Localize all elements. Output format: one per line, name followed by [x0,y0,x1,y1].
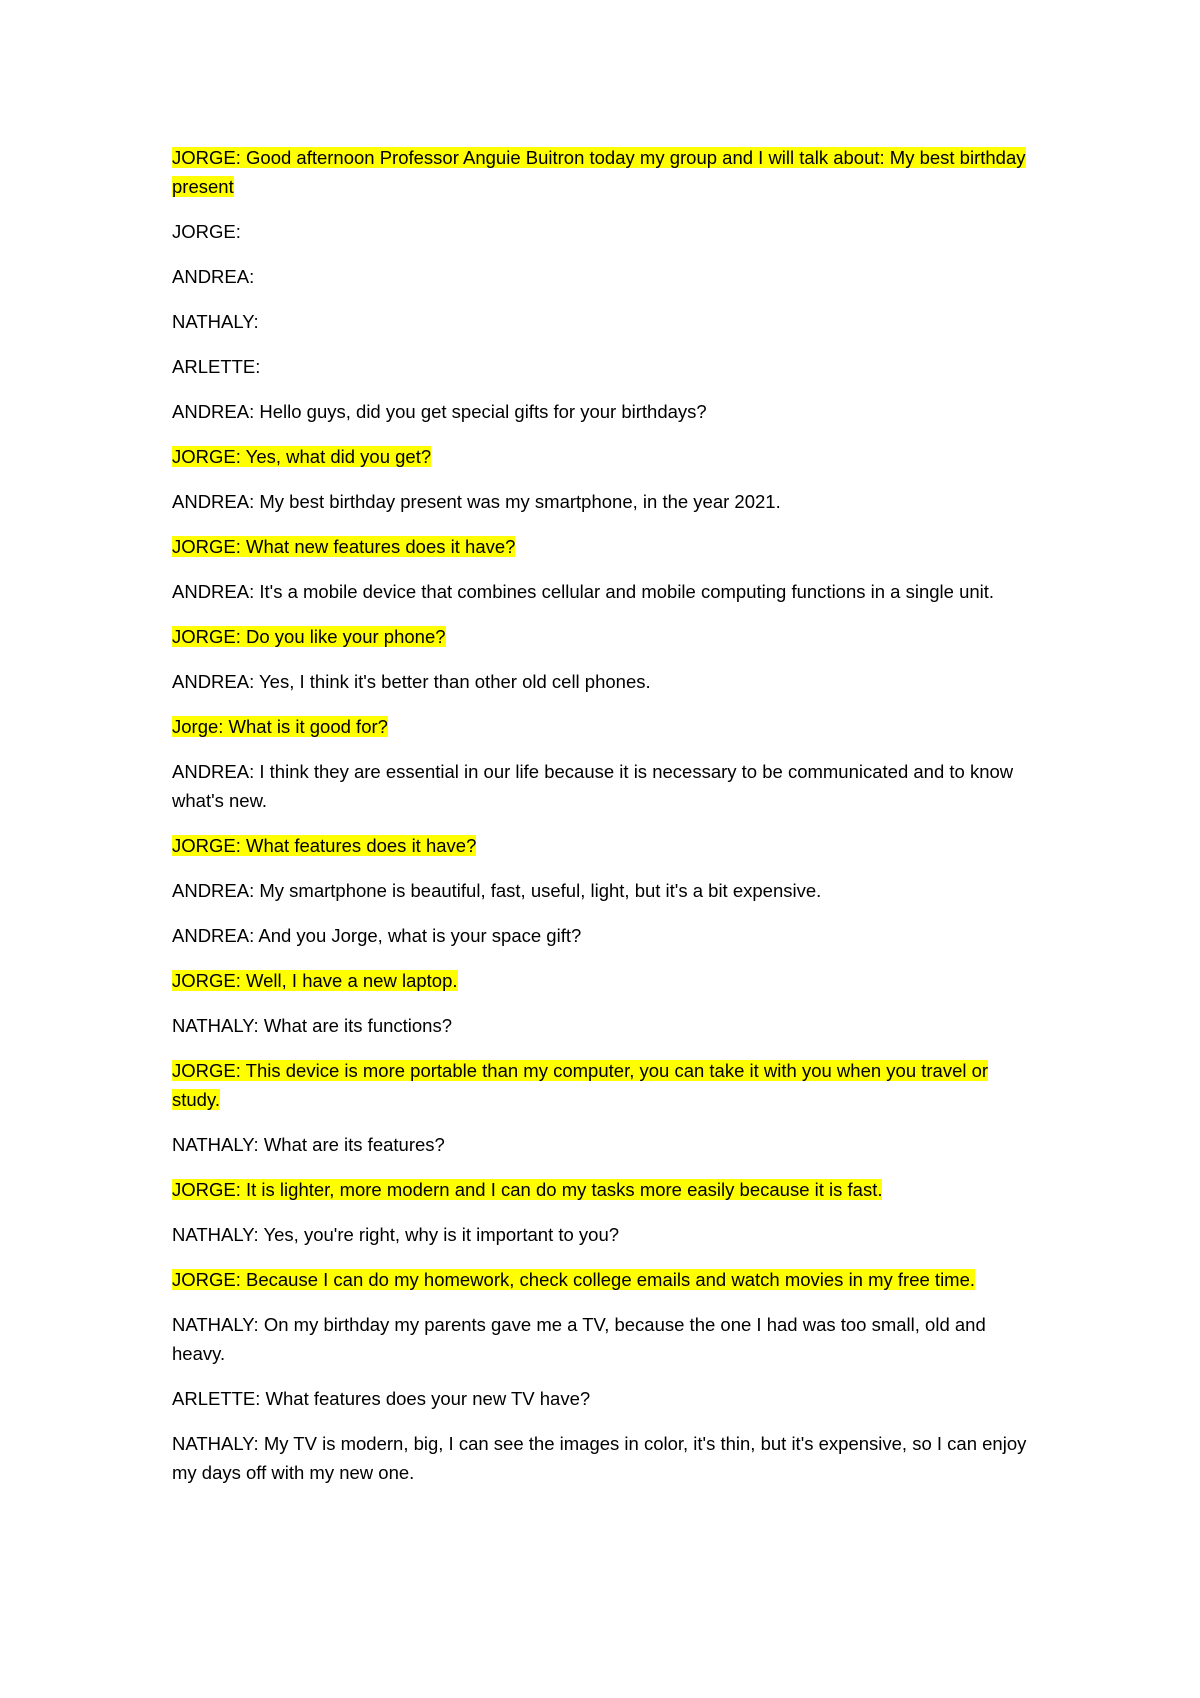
dialogue-line [172,397,1040,426]
dialogue-text: ANDREA: My smartphone is beautiful, fast, useful, light, but it's a bit expensive. [172,880,822,901]
dialogue-line [172,757,1040,815]
dialogue-text: Jorge: What is it good for? [172,716,388,737]
dialogue-text: JORGE: Well, I have a new laptop. [172,970,458,991]
dialogue-text: JORGE: Do you like your phone? [172,626,446,647]
dialogue-text: ANDREA: And you Jorge, what is your space gift? [172,925,582,946]
dialogue-text: JORGE: [172,221,241,242]
dialogue-line [172,921,1040,950]
dialogue-text: JORGE: This device is more portable than my computer, you can take it with you when you travel or study. [172,1060,989,1110]
dialogue-line [172,577,1040,606]
dialogue-text: NATHALY: Yes, you're right, why is it important to you? [172,1224,620,1245]
dialogue-text: NATHALY: My TV is modern, big, I can see the images in color, it's thin, but it's expensive, so I can enjoy my days off with my new one. [172,1433,1027,1483]
dialogue-line [172,712,1040,741]
dialogue-text: ARLETTE: [172,356,261,377]
dialogue-line [172,1011,1040,1040]
dialogue-text: NATHALY: [172,311,259,332]
dialogue-text: ANDREA: Hello guys, did you get special gifts for your birthdays? [172,401,707,422]
dialogue-text: ANDREA: Yes, I think it's better than other old cell phones. [172,671,651,692]
dialogue-line [172,442,1040,471]
dialogue-line [172,1220,1040,1249]
dialogue-line [172,1384,1040,1413]
dialogue-text: NATHALY: What are its functions? [172,1015,453,1036]
dialogue-line [172,667,1040,696]
dialogue-text: ANDREA: My best birthday present was my smartphone, in the year 2021. [172,491,781,512]
dialogue-line [172,1175,1040,1204]
dialogue-text: JORGE: Because I can do my homework, check college emails and watch movies in my free time. [172,1269,976,1290]
dialogue-line [172,1310,1040,1368]
dialogue-text: ARLETTE: What features does your new TV have? [172,1388,591,1409]
dialogue-line [172,307,1040,336]
dialogue-text: ANDREA: I think they are essential in our life because it is necessary to be communicated and to know what's new. [172,761,1014,811]
dialogue-line [172,352,1040,381]
dialogue-line [172,966,1040,995]
dialogue-line [172,143,1040,201]
dialogue-line [172,1265,1040,1294]
dialogue-text: JORGE: It is lighter, more modern and I can do my tasks more easily because it is fast. [172,1179,883,1200]
dialogue-line [172,1429,1040,1487]
dialogue-line [172,217,1040,246]
dialogue-text: JORGE: Good afternoon Professor Anguie Buitron today my group and I will talk about: My best birthday present [172,147,1026,197]
dialogue-line [172,831,1040,860]
dialogue-line [172,532,1040,561]
dialogue-line [172,262,1040,291]
dialogue-body [172,143,1040,1503]
dialogue-text: ANDREA: It's a mobile device that combines cellular and mobile computing functions in a single unit. [172,581,995,602]
dialogue-text: JORGE: What features does it have? [172,835,477,856]
dialogue-text: JORGE: Yes, what did you get? [172,446,432,467]
dialogue-line [172,876,1040,905]
dialogue-text: ANDREA: [172,266,255,287]
dialogue-line [172,487,1040,516]
dialogue-text: JORGE: What new features does it have? [172,536,516,557]
dialogue-line [172,622,1040,651]
dialogue-text: NATHALY: What are its features? [172,1134,445,1155]
dialogue-text: NATHALY: On my birthday my parents gave me a TV, because the one I had was too small, old and heavy. [172,1314,986,1364]
dialogue-line [172,1130,1040,1159]
dialogue-line [172,1056,1040,1114]
